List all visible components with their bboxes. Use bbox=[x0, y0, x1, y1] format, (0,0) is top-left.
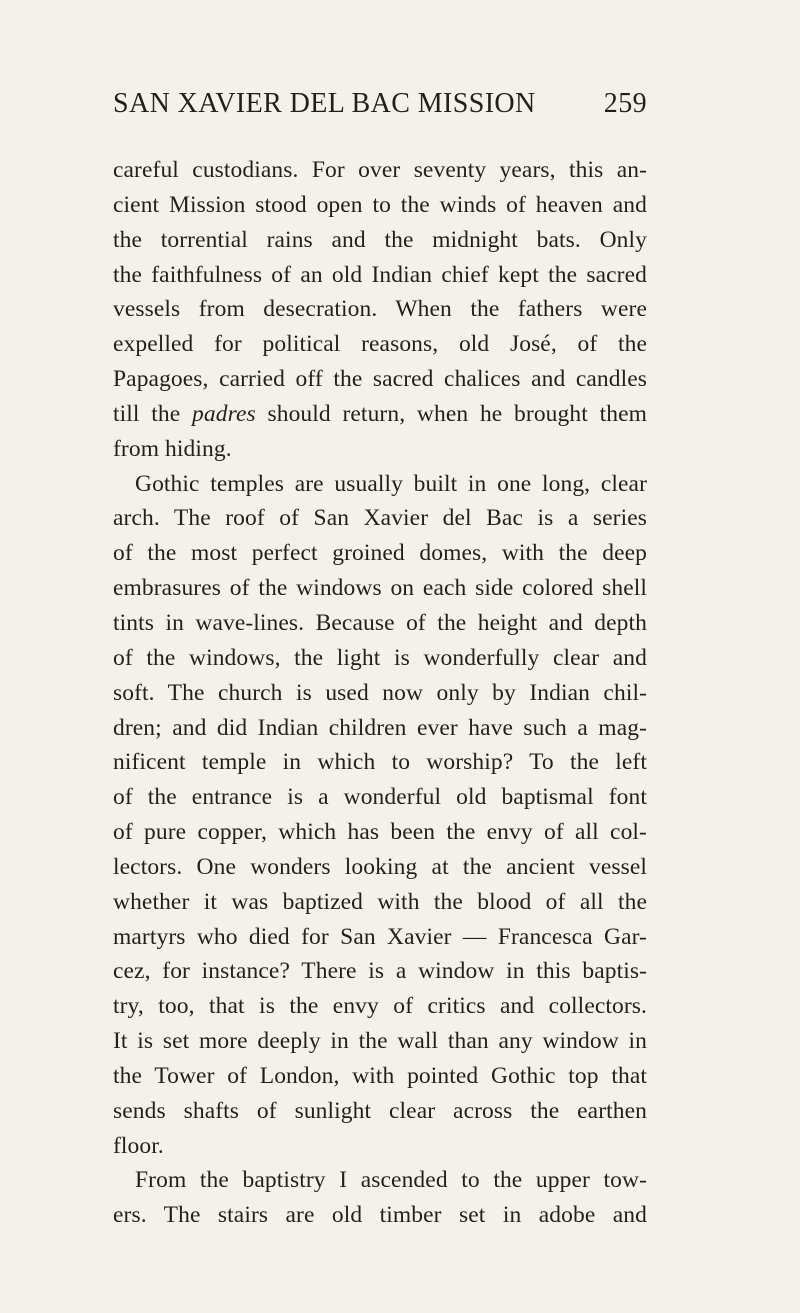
text-line: ers. The stairs are old timber set in adobe and bbox=[113, 1202, 647, 1229]
text-line: arch. The roof of San Xavier del Bac is a series bbox=[113, 505, 647, 532]
text-line-with-italic bbox=[113, 397, 647, 432]
text-line: tints in wave-lines. Because of the height and depth bbox=[113, 609, 647, 636]
text-line: of the most perfect groined domes, with the deep bbox=[113, 540, 647, 567]
italic-word: padres bbox=[192, 400, 256, 427]
text-line: lectors. One wonders looking at the ancient vessel bbox=[113, 853, 647, 880]
text-line: try, too, that is the envy of critics and collectors. bbox=[113, 993, 647, 1020]
text-line: expelled for political reasons, old José, of the bbox=[113, 331, 647, 358]
text-line: of the entrance is a wonderful old baptismal font bbox=[113, 784, 647, 811]
text-line: the torrential rains and the midnight bats. Only bbox=[113, 226, 647, 253]
text-line: cez, for instance? There is a window in this baptis- bbox=[113, 958, 647, 985]
text-line: dren; and did Indian children ever have such a mag- bbox=[113, 714, 647, 741]
paragraph-last-line: from hiding. bbox=[113, 435, 232, 462]
text-fragment: should return, when he brought them bbox=[267, 400, 647, 427]
text-line: martyrs who died for San Xavier — Francesca Gar- bbox=[113, 923, 647, 950]
text-line: cient Mission stood open to the winds of heaven and bbox=[113, 191, 647, 218]
text-line: of the windows, the light is wonderfully clear and bbox=[113, 644, 647, 671]
text-fragment: till the bbox=[113, 400, 181, 427]
text-line: soft. The church is used now only by Indian chil- bbox=[113, 679, 647, 706]
text-line: nificent temple in which to worship? To the left bbox=[113, 749, 647, 776]
text-line: Papagoes, carried off the sacred chalices and candles bbox=[113, 366, 647, 393]
paragraph-first-line: Gothic temples are usually built in one long, clear bbox=[135, 470, 647, 497]
text-line: vessels from desecration. When the fathers were bbox=[113, 296, 647, 323]
paragraph-last-line: floor. bbox=[113, 1132, 164, 1159]
text-line: whether it was baptized with the blood of all the bbox=[113, 888, 647, 915]
running-head bbox=[113, 88, 647, 132]
text-line: It is set more deeply in the wall than any window in bbox=[113, 1028, 647, 1055]
running-title: SAN XAVIER DEL BAC MISSION bbox=[113, 88, 536, 119]
page-number: 259 bbox=[603, 88, 647, 119]
paragraph-first-line: From the baptistry I ascended to the upper tow- bbox=[135, 1167, 647, 1194]
text-line: embrasures of the windows on each side colored shell bbox=[113, 575, 647, 602]
text-line: careful custodians. For over seventy years, this an- bbox=[113, 157, 647, 183]
text-line: of pure copper, which has been the envy of all col- bbox=[113, 819, 647, 846]
text-line: the Tower of London, with pointed Gothic top that bbox=[113, 1062, 647, 1089]
body-text bbox=[113, 153, 647, 1233]
text-line: sends shafts of sunlight clear across the earthen bbox=[113, 1097, 647, 1124]
text-line: the faithfulness of an old Indian chief kept the sacred bbox=[113, 261, 647, 288]
